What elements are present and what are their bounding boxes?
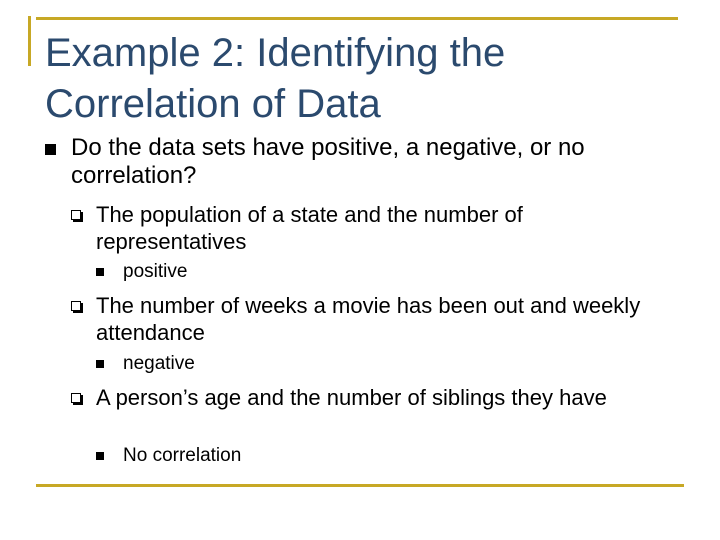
hollow-square-bullet-icon — [71, 393, 81, 403]
hollow-square-bullet-icon — [71, 210, 81, 220]
bottom-rule — [36, 484, 684, 487]
list-item-label: A person’s age and the number of siblings they have — [96, 385, 607, 410]
slide-title — [45, 28, 685, 130]
list-item-label: The population of a state and the number of representatives — [96, 202, 523, 254]
answer-text: negative — [123, 353, 195, 374]
top-rule — [36, 17, 678, 20]
small-square-bullet-icon — [96, 360, 104, 368]
square-bullet-icon — [45, 144, 56, 155]
question-text: Do the data sets have positive, a negative, or no correlation? — [71, 134, 585, 189]
small-square-bullet-icon — [96, 268, 104, 276]
small-square-bullet-icon — [96, 452, 104, 460]
title-line-1: Example 2: Identifying the — [45, 31, 506, 75]
list-item-label: The number of weeks a movie has been out and weekly attendance — [96, 293, 641, 345]
left-rule — [28, 16, 31, 66]
hollow-square-bullet-icon — [71, 301, 81, 311]
answer-text: No correlation — [123, 445, 242, 466]
title-line-2: Correlation of Data — [45, 82, 381, 126]
answer-text: positive — [123, 261, 188, 282]
